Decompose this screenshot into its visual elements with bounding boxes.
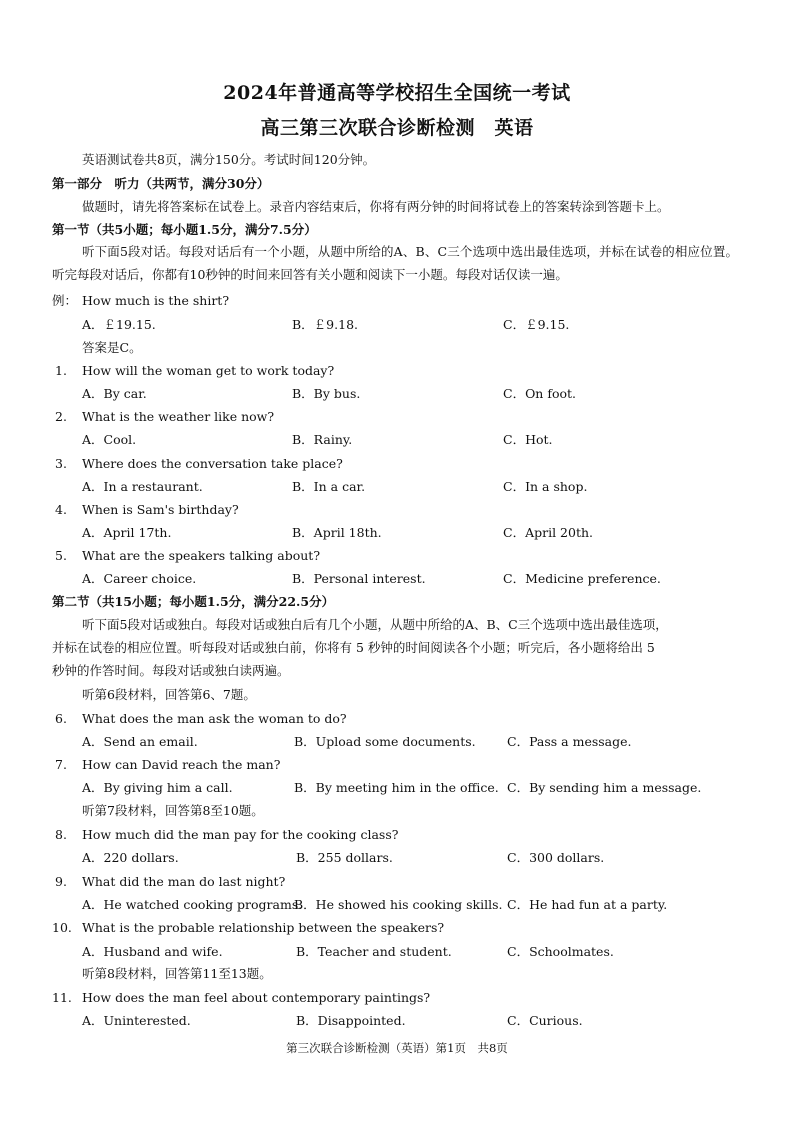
material-note: 听第6段材料，回答第6、7题。 [82, 687, 256, 702]
example-question: How much is the shirt? [82, 293, 230, 308]
option-c: C．Curious. [507, 1013, 583, 1028]
question-text: How will the woman get to work today? [82, 363, 335, 378]
question-number: 11. [52, 990, 72, 1005]
question-number: 2. [55, 409, 67, 424]
question-text: What did the man do last night? [82, 874, 286, 889]
option-b: B．Disappointed. [296, 1013, 406, 1028]
option-b: B．April 18th. [292, 525, 382, 540]
section2-instruction-line1: 听下面5段对话或独白。每段对话或独白后有几个小题，从题中所给的A、B、C三个选项中选出最佳选项， [82, 617, 668, 632]
section2-instruction-line2: 并标在试卷的相应位置。听每段对话或独白前，你将有 5 秒钟的时间阅读各个小题；听完后，各小题将给出 5 [52, 640, 655, 655]
part1-heading: 第一部分 听力（共两节，满分30分） [52, 176, 270, 191]
option-a: A．Cool. [82, 432, 137, 447]
option-b: B．Teacher and student. [296, 944, 452, 959]
question-number: 8. [55, 827, 67, 842]
example-option-a: A．￡19.15. [82, 317, 156, 332]
example-answer: 答案是C。 [82, 340, 142, 355]
intro-text: 英语测试卷共8页，满分150分。考试时间120分钟。 [82, 152, 376, 167]
question-text: How does the man feel about contemporary paintings? [82, 990, 431, 1005]
question-number: 4. [55, 502, 67, 517]
option-c: C．By sending him a message. [507, 780, 702, 795]
question-number: 3. [55, 456, 67, 471]
section2-heading: 第二节（共15小题；每小题1.5分，满分22.5分） [52, 594, 335, 609]
option-a: A．In a restaurant. [82, 479, 203, 494]
option-c: C．April 20th. [503, 525, 593, 540]
option-c: C．300 dollars. [507, 850, 605, 865]
option-a: A．April 17th. [82, 525, 172, 540]
option-b: B．Rainy. [292, 432, 353, 447]
question-text: How much did the man pay for the cooking class? [82, 827, 399, 842]
question-number: 10. [52, 920, 72, 935]
option-b: B．He showed his cooking skills. [294, 897, 503, 912]
question-text: How can David reach the man? [82, 757, 281, 772]
example-label: 例： [52, 293, 78, 308]
option-a: A．Husband and wife. [82, 944, 223, 959]
option-b: B．Upload some documents. [294, 734, 476, 749]
option-a: A．Career choice. [82, 571, 197, 586]
option-c: C．He had fun at a party. [507, 897, 668, 912]
question-text: Where does the conversation take place? [82, 456, 343, 471]
option-b: B．Personal interest. [292, 571, 426, 586]
option-c: C．Hot. [503, 432, 553, 447]
exam-subtitle: 高三第三次联合诊断检测 英语 [260, 117, 534, 139]
material-note: 听第8段材料，回答第11至13题。 [82, 966, 272, 981]
question-text: When is Sam's birthday? [82, 502, 239, 517]
question-text: What does the man ask the woman to do? [82, 711, 347, 726]
option-a: A．220 dollars. [82, 850, 179, 865]
question-text: What is the probable relationship between the speakers? [82, 920, 445, 935]
question-number: 7. [55, 757, 67, 772]
section1-heading: 第一节（共5小题；每小题1.5分，满分7.5分） [52, 222, 317, 237]
question-number: 5. [55, 548, 67, 563]
section2-instruction-line3: 秒钟的作答时间。每段对话或独白读两遍。 [52, 663, 290, 678]
section1-instruction: 听下面5段对话。每段对话后有一个小题，从题中所给的A、B、C三个选项中选出最佳选项，并标在试卷的相应位置。听完每段对话后，你都有10秒钟的时间来回答有关小题和阅读下一小题。每段对话仅读一遍。 [52, 244, 738, 282]
option-a: A．Send an email. [82, 734, 198, 749]
option-c: C．Pass a message. [507, 734, 632, 749]
option-b: B．By meeting him in the office. [294, 780, 499, 795]
option-a: A．Uninterested. [82, 1013, 191, 1028]
option-a: A．He watched cooking programs. [82, 897, 303, 912]
option-c: C．Medicine preference. [503, 571, 661, 586]
option-b: B．In a car. [292, 479, 366, 494]
page-footer: 第三次联合诊断检测（英语）第1页 共8页 [286, 1041, 508, 1055]
question-text: What is the weather like now? [82, 409, 275, 424]
example-option-b: B．￡9.18. [292, 317, 358, 332]
part1-instruction: 做题时，请先将答案标在试卷上。录音内容结束后，你将有两分钟的时间将试卷上的答案转涂到答题卡上。 [82, 199, 670, 214]
example-option-c: C．￡9.15. [503, 317, 570, 332]
option-b: B．255 dollars. [296, 850, 393, 865]
option-c: C．Schoolmates. [507, 944, 614, 959]
option-c: C．On foot. [503, 386, 577, 401]
question-number: 9. [55, 874, 67, 889]
exam-title: 2024年普通高等学校招生全国统一考试 [223, 82, 571, 104]
option-c: C．In a shop. [503, 479, 588, 494]
question-number: 6. [55, 711, 67, 726]
option-a: A．By car. [82, 386, 147, 401]
question-text: What are the speakers talking about? [82, 548, 321, 563]
option-a: A．By giving him a call. [82, 780, 233, 795]
material-note: 听第7段材料，回答第8至10题。 [82, 803, 264, 818]
option-b: B．By bus. [292, 386, 361, 401]
question-number: 1. [55, 363, 67, 378]
